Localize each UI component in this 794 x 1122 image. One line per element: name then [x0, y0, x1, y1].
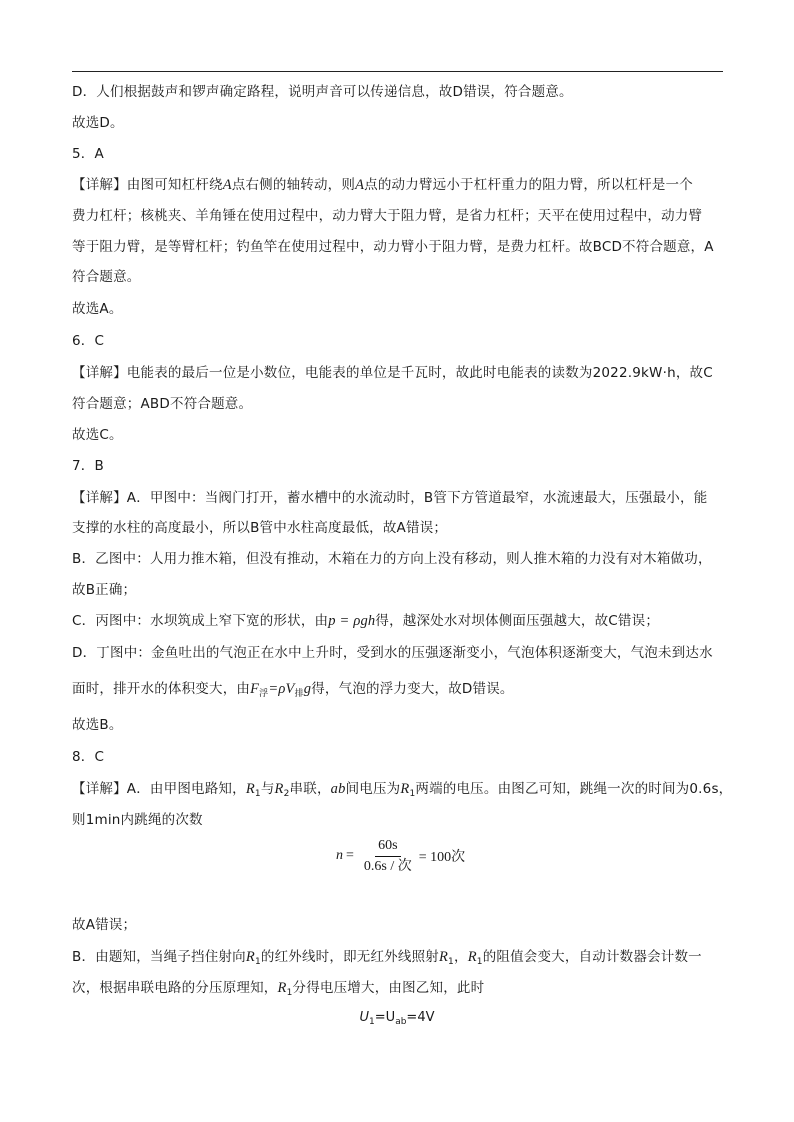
q5-explanation-line-2: 费力杠杆；核桃夹、羊角锤在使用过程中，动力臂大于阻力臂，是省力杠杆；天平在使用过程中，动力臂 — [72, 208, 703, 224]
answer-line: 故选B。 — [72, 717, 123, 733]
option-d-line: D．人们根据鼓声和锣声确定路程，说明声音可以传递信息，故D错误，符合题意。 — [72, 84, 573, 100]
answer-line: 故选A。 — [72, 301, 123, 317]
q7-explanation-line-2: 支撑的水柱的高度最小，所以B管中水柱高度最低，故A错误； — [72, 520, 448, 536]
pressure-formula: p = ρgh — [328, 613, 376, 629]
q6-explanation-line-2: 符合题意；ABD不符合题意。 — [72, 396, 253, 412]
q5-explanation-line-3: 等于阻力臂，是等臂杠杆；钓鱼竿在使用过程中，动力臂小于阻力臂，是费力杠杆。故BCD不符合题意，A — [72, 239, 714, 255]
q7-explanation-line-3: B．乙图中：人用力推木箱，但没有推动，木箱在力的方向上没有移动，则人推木箱的力没有对木箱做功， — [72, 551, 712, 567]
q5-explanation-line-1: 【详解】由图可知杠杆绕A点右侧的轴转动，则A点的动力臂远小于杠杆重力的阻力臂，所以杠杆是一个 — [72, 177, 693, 193]
q7-explanation-line-6: D．丁图中：金鱼吐出的气泡正在水中上升时，受到水的压强逐渐变小，气泡体积逐渐变大，气泡未到达水 — [72, 645, 713, 661]
voltage-equation: $U_1=U_{ab}=4V$ — [359, 1010, 435, 1027]
q8-explanation-line-5: 次，根据串联电路的分压原理知，$R_1$分得电压增大，由图乙知，此时 — [72, 980, 485, 998]
answer-line: 故选C。 — [72, 427, 123, 443]
q8-explanation-line-4: B．由题知，当绳子挡住射向$R_1$的红外线时，即无红外线照射$R_1$，$R_1$的阻值会变大，自动计数器会计数一 — [72, 949, 702, 967]
fraction: $\frac{60s}{\text{0.6s / 次}}$ — [363, 837, 412, 874]
q7-explanation-line-5: C．丙图中：水坝筑成上窄下宽的形状，由p = ρgh得，越深处水对坝体侧面压强越大，故C错误； — [72, 613, 660, 629]
q7-explanation-line-7: 面时，排开水的体积变大，由$F_浮=\rho V_排g$得，气泡的浮力变大，故D错误。 — [72, 681, 514, 698]
q7-explanation-line-1: 【详解】A．甲图中：当阀门打开，蓄水槽中的水流动时，B管下方管道最窄，水流速最大，压强最小，能 — [72, 490, 708, 506]
q8-explanation-line-1: 【详解】A．由甲图电路知，$R_1$与$R_2$串联，ab间电压为$R_1$两端的电压。由图乙可知，跳绳一次的时间为0.6s， — [72, 781, 733, 799]
question-6-heading: 6．C — [72, 333, 105, 349]
q8-explanation-line-3: 故A错误； — [72, 917, 137, 933]
jump-count-equation: n = $\frac{60s}{\text{0.6s / 次}}$ = 100次 — [336, 837, 466, 874]
question-5-heading: 5．A — [72, 146, 104, 162]
buoyancy-formula: $F_浮=\rho V_排g$ — [250, 681, 312, 698]
q5-explanation-line-4: 符合题意。 — [72, 269, 141, 285]
q7-explanation-line-4: 故B正确； — [72, 582, 137, 598]
answer-line: 故选D。 — [72, 115, 124, 131]
q6-explanation-line-1: 【详解】电能表的最后一位是小数位，电能表的单位是千瓦时，故此时电能表的读数为2022.9kW·h，故C — [72, 365, 713, 381]
header-rule — [72, 71, 723, 72]
question-7-heading: 7．B — [72, 458, 104, 474]
q8-explanation-line-2: 则1min内跳绳的次数 — [72, 812, 203, 828]
question-8-heading: 8．C — [72, 749, 105, 765]
